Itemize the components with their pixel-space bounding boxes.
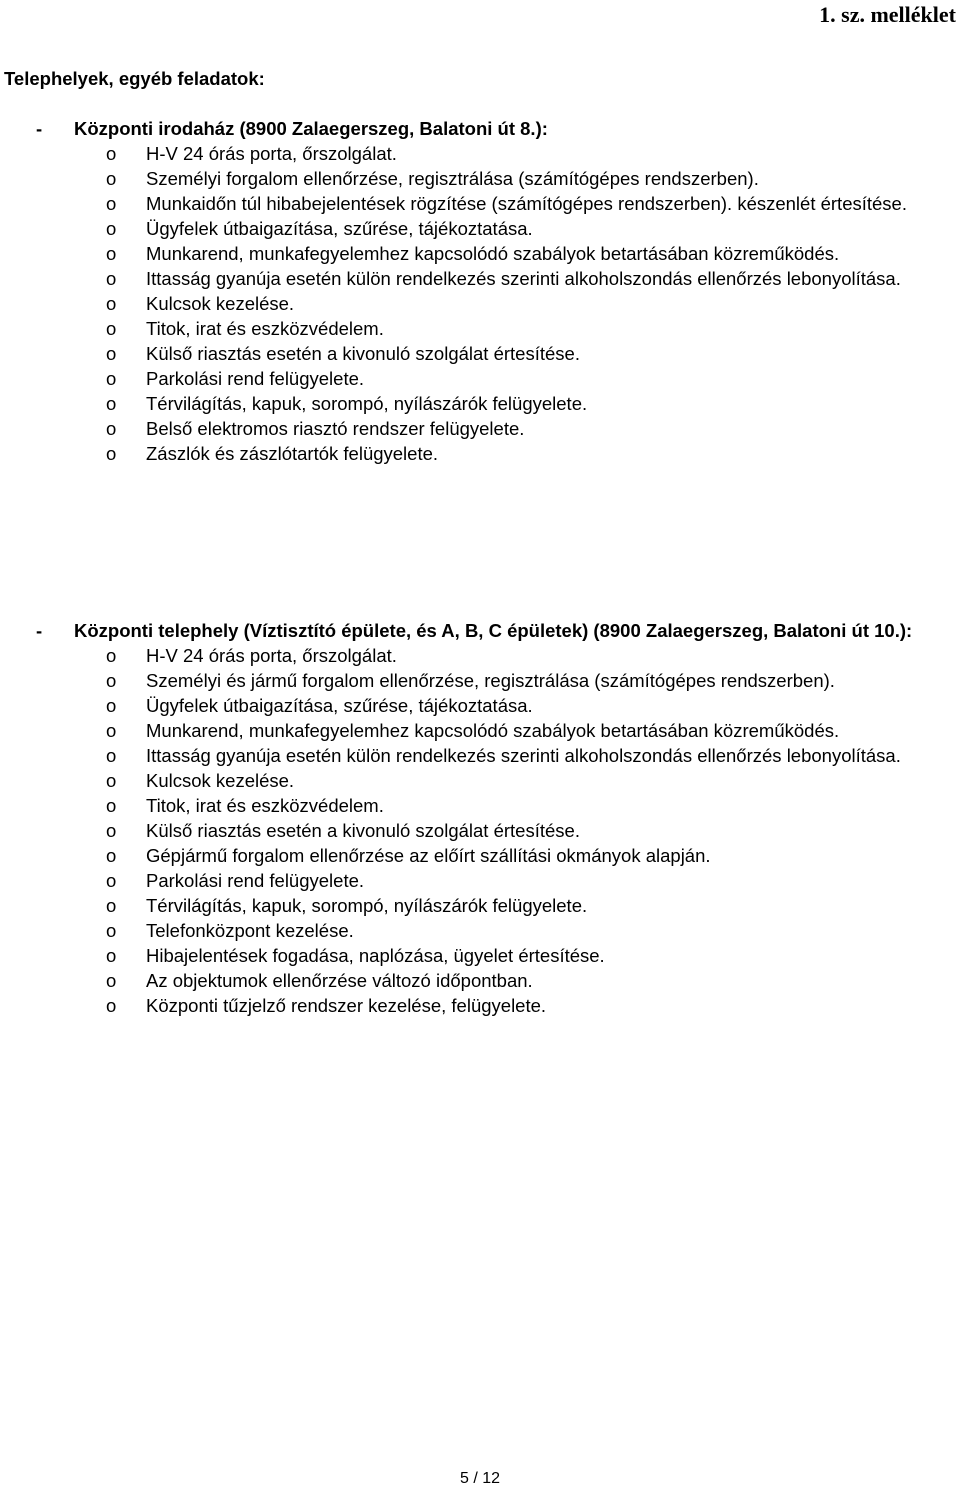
page-number: 5 / 12 bbox=[459, 1470, 501, 1487]
section-title-text: Központi irodaház (8900 Zalaegerszeg, Balatoni út 8.): bbox=[74, 118, 548, 139]
circle-bullet: o bbox=[106, 143, 117, 164]
circle-bullet: o bbox=[106, 920, 117, 941]
list-item bbox=[0, 793, 960, 818]
section-title bbox=[0, 618, 960, 643]
circle-bullet: o bbox=[106, 293, 117, 314]
list-item bbox=[0, 266, 960, 291]
annex-label: 1. sz. melléklet bbox=[819, 2, 956, 27]
list-item-text: Munkarend, munkafegyelemhez kapcsolódó szabályok betartásában közreműködés. bbox=[146, 720, 840, 741]
circle-bullet: o bbox=[106, 820, 117, 841]
list-item-text: Munkaidőn túl hibabejelentések rögzítése (számítógépes rendszerben). készenlét értesítése. bbox=[146, 193, 907, 214]
list-item-text: Térvilágítás, kapuk, sorompó, nyílászárók felügyelete. bbox=[146, 895, 588, 916]
list-item-text: Külső riasztás esetén a kivonuló szolgálat értesítése. bbox=[146, 343, 580, 364]
task-list bbox=[0, 141, 960, 466]
circle-bullet: o bbox=[106, 770, 117, 791]
list-item bbox=[0, 191, 960, 216]
list-item bbox=[0, 868, 960, 893]
list-item bbox=[0, 693, 960, 718]
list-item bbox=[0, 918, 960, 943]
dash-bullet: - bbox=[36, 620, 43, 641]
circle-bullet: o bbox=[106, 418, 117, 439]
list-item-text: Kulcsok kezelése. bbox=[146, 293, 295, 314]
list-item bbox=[0, 141, 960, 166]
list-item bbox=[0, 316, 960, 341]
list-item-text: Térvilágítás, kapuk, sorompó, nyílászárók felügyelete. bbox=[146, 393, 588, 414]
list-item-text: Központi tűzjelző rendszer kezelése, felügyelete. bbox=[146, 995, 547, 1016]
list-item bbox=[0, 968, 960, 993]
list-item-text: Kulcsok kezelése. bbox=[146, 770, 295, 791]
circle-bullet: o bbox=[106, 670, 117, 691]
list-item-text: Parkolási rend felügyelete. bbox=[146, 368, 365, 389]
list-item-text: Az objektumok ellenőrzése változó időpontban. bbox=[146, 970, 533, 991]
circle-bullet: o bbox=[106, 995, 117, 1016]
circle-bullet: o bbox=[106, 970, 117, 991]
list-item bbox=[0, 341, 960, 366]
list-item bbox=[0, 643, 960, 668]
list-item bbox=[0, 843, 960, 868]
list-item bbox=[0, 166, 960, 191]
list-item-text: Személyi és jármű forgalom ellenőrzése, regisztrálása (számítógépes rendszerben). bbox=[146, 670, 835, 691]
list-item-text: Ügyfelek útbaigazítása, szűrése, tájékoztatása. bbox=[146, 218, 533, 239]
circle-bullet: o bbox=[106, 945, 117, 966]
circle-bullet: o bbox=[106, 895, 117, 916]
list-item-text: Ittasság gyanúja esetén külön rendelkezés szerinti alkoholszondás ellenőrzés lebonyolítása. bbox=[146, 745, 901, 766]
list-item-text: Külső riasztás esetén a kivonuló szolgálat értesítése. bbox=[146, 820, 580, 841]
list-item-text: Titok, irat és eszközvédelem. bbox=[146, 318, 384, 339]
list-item bbox=[0, 743, 960, 768]
circle-bullet: o bbox=[106, 393, 117, 414]
list-item-text: Személyi forgalom ellenőrzése, regisztrálása (számítógépes rendszerben). bbox=[146, 168, 759, 189]
list-item bbox=[0, 993, 960, 1018]
section-title bbox=[0, 116, 960, 141]
circle-bullet: o bbox=[106, 695, 117, 716]
section-title-text: Központi telephely (Víztisztító épülete, és A, B, C épületek) (8900 Zalaegerszeg, Balatoni út 10.): bbox=[74, 620, 913, 641]
list-item bbox=[0, 391, 960, 416]
circle-bullet: o bbox=[106, 168, 117, 189]
circle-bullet: o bbox=[106, 795, 117, 816]
circle-bullet: o bbox=[106, 318, 117, 339]
list-item-text: Ügyfelek útbaigazítása, szűrése, tájékoztatása. bbox=[146, 695, 533, 716]
circle-bullet: o bbox=[106, 745, 117, 766]
list-item bbox=[0, 818, 960, 843]
list-item bbox=[0, 241, 960, 266]
circle-bullet: o bbox=[106, 368, 117, 389]
circle-bullet: o bbox=[106, 845, 117, 866]
list-item bbox=[0, 893, 960, 918]
list-item bbox=[0, 718, 960, 743]
circle-bullet: o bbox=[106, 720, 117, 741]
circle-bullet: o bbox=[106, 243, 117, 264]
list-item-text: Belső elektromos riasztó rendszer felügyelete. bbox=[146, 418, 525, 439]
list-item bbox=[0, 366, 960, 391]
list-item-text: H-V 24 órás porta, őrszolgálat. bbox=[146, 143, 397, 164]
list-item-text: Gépjármű forgalom ellenőrzése az előírt szállítási okmányok alapján. bbox=[146, 845, 711, 866]
circle-bullet: o bbox=[106, 268, 117, 289]
page-heading: Telephelyek, egyéb feladatok: bbox=[4, 68, 265, 89]
list-item bbox=[0, 291, 960, 316]
circle-bullet: o bbox=[106, 645, 117, 666]
list-item-text: Zászlók és zászlótartók felügyelete. bbox=[146, 443, 439, 464]
list-item-text: Hibajelentések fogadása, naplózása, ügyelet értesítése. bbox=[146, 945, 605, 966]
list-item bbox=[0, 441, 960, 466]
list-item bbox=[0, 416, 960, 441]
list-item-text: Parkolási rend felügyelete. bbox=[146, 870, 365, 891]
site-section-office bbox=[0, 116, 960, 466]
circle-bullet: o bbox=[106, 870, 117, 891]
list-item-text: H-V 24 órás porta, őrszolgálat. bbox=[146, 645, 397, 666]
circle-bullet: o bbox=[106, 343, 117, 364]
task-list bbox=[0, 643, 960, 1018]
circle-bullet: o bbox=[106, 193, 117, 214]
dash-bullet: - bbox=[36, 118, 43, 139]
circle-bullet: o bbox=[106, 218, 117, 239]
circle-bullet: o bbox=[106, 443, 117, 464]
list-item bbox=[0, 943, 960, 968]
list-item-text: Munkarend, munkafegyelemhez kapcsolódó szabályok betartásában közreműködés. bbox=[146, 243, 840, 264]
site-section-central bbox=[0, 618, 960, 1018]
list-item-text: Telefonközpont kezelése. bbox=[146, 920, 354, 941]
list-item-text: Ittasság gyanúja esetén külön rendelkezés szerinti alkoholszondás ellenőrzés lebonyolítása. bbox=[146, 268, 901, 289]
list-item bbox=[0, 768, 960, 793]
list-item bbox=[0, 216, 960, 241]
list-item-text: Titok, irat és eszközvédelem. bbox=[146, 795, 384, 816]
list-item bbox=[0, 668, 960, 693]
